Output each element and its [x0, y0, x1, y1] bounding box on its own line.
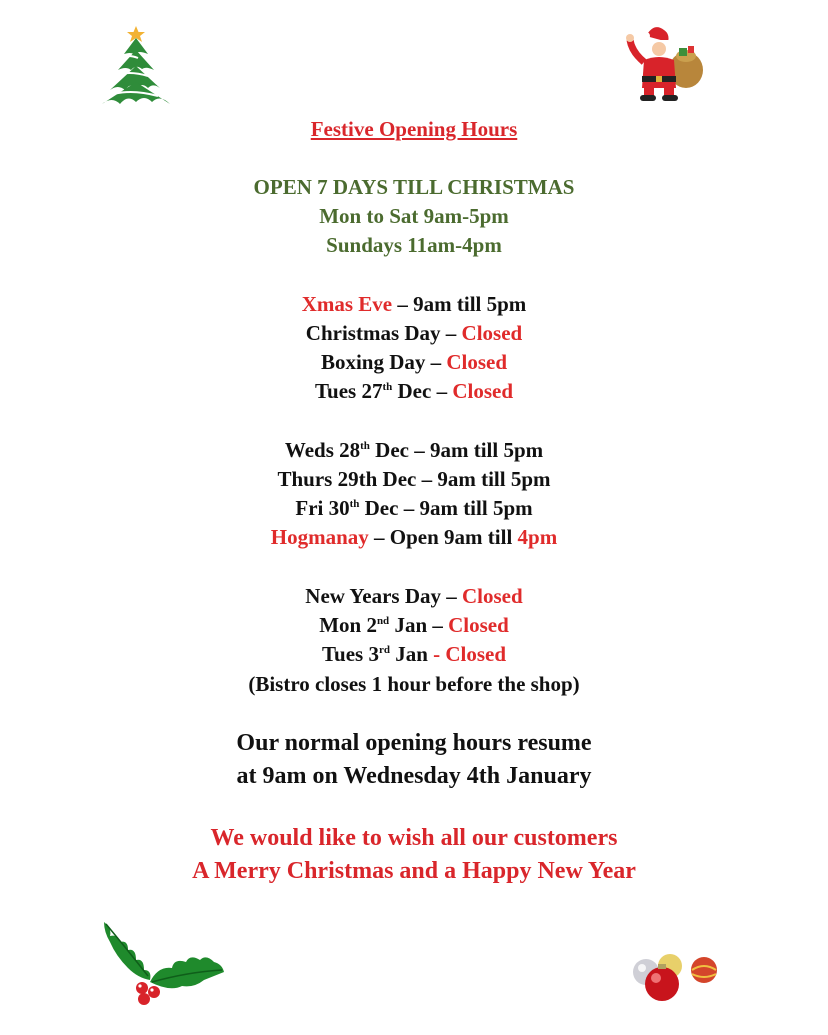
- hours-text: Dec – 9am till 5pm: [359, 496, 533, 520]
- santa-icon: [624, 22, 708, 102]
- holly-icon: [98, 918, 226, 1010]
- weekday-hours: Mon to Sat 9am-5pm: [319, 204, 509, 228]
- status-text: Closed: [446, 350, 508, 374]
- mon-2-row: [0, 613, 828, 638]
- fri-30-row: [0, 496, 828, 521]
- ordinal-suffix: rd: [378, 644, 390, 656]
- open-headline: OPEN 7 DAYS TILL CHRISTMAS: [253, 175, 575, 199]
- hogmanay-row: [0, 525, 828, 550]
- resume-line-1: Our normal opening hours resume: [236, 730, 592, 756]
- day-label: Weds 28: [284, 438, 361, 462]
- status-text: - Closed: [433, 642, 507, 666]
- month-text: Jan –: [389, 613, 449, 637]
- sunday-hours: Sundays 11am-4pm: [326, 233, 502, 257]
- month-text: Dec –: [392, 379, 453, 403]
- hours-text: Dec – 9am till 5pm: [369, 438, 544, 462]
- status-text: Closed: [448, 613, 509, 637]
- month-text: Jan: [389, 642, 434, 666]
- day-label: Xmas Eve: [301, 292, 393, 316]
- status-text: Closed: [462, 584, 523, 608]
- baubles-icon: [630, 950, 722, 1004]
- ordinal-suffix: th: [360, 440, 370, 452]
- ordinal-suffix: th: [382, 381, 393, 393]
- hours-text: – 9am till 5pm: [392, 292, 527, 316]
- tues-3-row: [0, 642, 828, 667]
- bistro-note: (Bistro closes 1 hour before the shop): [248, 672, 580, 696]
- day-label: Boxing Day –: [320, 350, 447, 374]
- day-label: Hogmanay: [270, 525, 369, 549]
- boxing-day-row: [0, 350, 828, 375]
- closing-time: 4pm: [517, 525, 558, 549]
- day-label: Mon 2: [319, 613, 377, 637]
- resume-line-2: at 9am on Wednesday 4th January: [236, 763, 592, 789]
- tues-27-row: [0, 379, 828, 404]
- day-label: Fri 30: [295, 496, 350, 520]
- day-label: Christmas Day –: [305, 321, 462, 345]
- day-label: New Years Day –: [305, 584, 462, 608]
- day-label: Tues 3: [321, 642, 379, 666]
- ordinal-suffix: nd: [376, 615, 390, 627]
- status-text: Closed: [452, 379, 514, 403]
- page-title: Festive Opening Hours: [310, 117, 518, 141]
- new-years-day-row: [0, 584, 828, 609]
- status-text: Closed: [461, 321, 523, 345]
- xmas-eve-row: [0, 292, 828, 317]
- thurs-29-row: Thurs 29th Dec – 9am till 5pm: [277, 467, 551, 491]
- wishes-line-2: A Merry Christmas and a Happy New Year: [192, 858, 636, 884]
- christmas-tree-icon: [98, 24, 174, 106]
- weds-28-row: [0, 438, 828, 463]
- christmas-day-row: [0, 321, 828, 346]
- hours-text: – Open 9am till: [368, 525, 518, 549]
- ordinal-suffix: th: [349, 498, 360, 510]
- day-label: Tues 27: [314, 379, 383, 403]
- wishes-line-1: We would like to wish all our customers: [210, 825, 618, 851]
